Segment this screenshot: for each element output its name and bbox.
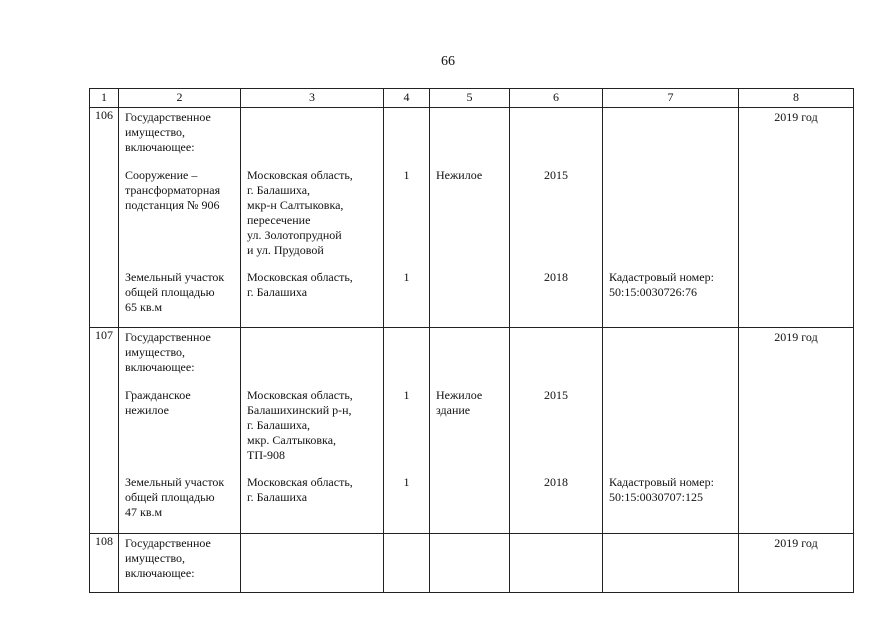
group-year: 2019 год <box>774 330 818 344</box>
group-year-cell <box>739 328 854 534</box>
year-cell <box>510 328 603 534</box>
address-line: Московская область, <box>247 270 353 284</box>
item-name <box>119 386 240 418</box>
group-year: 2019 год <box>774 536 818 550</box>
item-address <box>241 166 383 258</box>
item-quantity: 1 <box>403 475 410 489</box>
name-cell <box>119 534 241 593</box>
note-cell <box>603 108 739 328</box>
address-line: ул. Золотопрудной <box>247 228 342 242</box>
item-name-line: 47 кв.м <box>125 505 163 519</box>
address-line: и ул. Прудовой <box>247 243 324 257</box>
note-cell <box>603 328 739 534</box>
type-line: здание <box>436 403 471 417</box>
type-cell <box>430 108 510 328</box>
group-heading <box>119 534 240 581</box>
type-cell <box>430 534 510 593</box>
quantity-cell <box>384 108 430 328</box>
type-line: Нежилое <box>436 168 483 182</box>
item-name-line: трансформаторная <box>125 183 221 197</box>
item-name-line: Гражданское <box>125 388 191 402</box>
address-line: г. Балашиха <box>247 490 308 504</box>
address-line: г. Балашиха <box>247 285 308 299</box>
table-row <box>90 328 854 534</box>
group-heading-line: имущество, <box>125 125 186 139</box>
table-row <box>90 108 854 328</box>
column-header: 3 <box>241 89 384 108</box>
group-heading-line: включающее: <box>125 566 195 580</box>
column-header: 7 <box>603 89 739 108</box>
item-quantity: 1 <box>403 270 410 284</box>
item-year: 2015 <box>544 168 568 182</box>
cadastral-number <box>603 268 738 300</box>
item-year: 2018 <box>544 475 568 489</box>
address-line: г. Балашиха, <box>247 183 311 197</box>
item-name-line: подстанция № 906 <box>125 198 220 212</box>
table-row <box>90 534 854 593</box>
note-cell <box>603 534 739 593</box>
address-line: пересечение <box>247 213 311 227</box>
column-header: 8 <box>739 89 854 108</box>
address-line: мкр-н Салтыковка, <box>247 198 344 212</box>
group-heading-line: включающее: <box>125 360 195 374</box>
group-heading <box>119 328 240 375</box>
address-cell <box>241 328 384 534</box>
cadastral-number <box>603 473 738 505</box>
address-line: мкр. Салтыковка, <box>247 433 337 447</box>
cadastral-line: 50:15:0030726:76 <box>609 285 698 299</box>
item-address <box>241 386 383 463</box>
row-number: 108 <box>90 534 119 593</box>
column-header: 6 <box>510 89 603 108</box>
cadastral-line: Кадастровый номер: <box>609 475 714 489</box>
address-line: ТП-908 <box>247 448 285 462</box>
cadastral-line: 50:15:0030707:125 <box>609 490 704 504</box>
item-name <box>119 166 240 213</box>
item-type <box>430 386 509 418</box>
item-year: 2018 <box>544 270 568 284</box>
name-cell <box>119 108 241 328</box>
name-cell <box>119 328 241 534</box>
item-name-line: общей площадью <box>125 285 215 299</box>
item-address <box>241 473 383 505</box>
group-year: 2019 год <box>774 110 818 124</box>
group-heading-line: имущество, <box>125 551 186 565</box>
group-heading-line: Государственное <box>125 330 211 344</box>
item-quantity: 1 <box>403 388 410 402</box>
year-cell <box>510 108 603 328</box>
address-cell <box>241 534 384 593</box>
item-name-line: 65 кв.м <box>125 300 163 314</box>
column-number-row <box>90 89 854 108</box>
quantity-cell <box>384 328 430 534</box>
item-year: 2015 <box>544 388 568 402</box>
property-table <box>89 88 854 593</box>
group-heading-line: имущество, <box>125 345 186 359</box>
address-line: Балашихинский р-н, <box>247 403 352 417</box>
address-line: Московская область, <box>247 388 353 402</box>
address-line: Московская область, <box>247 475 353 489</box>
column-header: 5 <box>430 89 510 108</box>
column-header: 4 <box>384 89 430 108</box>
group-heading-line: Государственное <box>125 110 211 124</box>
row-number: 107 <box>90 328 119 534</box>
group-heading <box>119 108 240 155</box>
item-quantity: 1 <box>403 168 410 182</box>
item-name-line: общей площадью <box>125 490 215 504</box>
address-line: г. Балашиха, <box>247 418 311 432</box>
group-heading-line: включающее: <box>125 140 195 154</box>
item-address <box>241 268 383 300</box>
address-cell <box>241 108 384 328</box>
page-number: 66 <box>441 54 455 69</box>
item-type <box>430 166 509 183</box>
item-name-line: нежилое <box>125 403 169 417</box>
item-name-line: Сооружение – <box>125 168 198 182</box>
group-year-cell <box>739 108 854 328</box>
item-name <box>119 473 240 520</box>
type-line: Нежилое <box>436 388 483 402</box>
row-number: 106 <box>90 108 119 328</box>
column-header: 1 <box>90 89 119 108</box>
quantity-cell <box>384 534 430 593</box>
group-heading-line: Государственное <box>125 536 211 550</box>
cadastral-line: Кадастровый номер: <box>609 270 714 284</box>
item-name-line: Земельный участок <box>125 475 225 489</box>
item-name-line: Земельный участок <box>125 270 225 284</box>
year-cell <box>510 534 603 593</box>
item-name <box>119 268 240 315</box>
address-line: Московская область, <box>247 168 353 182</box>
column-header: 2 <box>119 89 241 108</box>
group-year-cell <box>739 534 854 593</box>
type-cell <box>430 328 510 534</box>
